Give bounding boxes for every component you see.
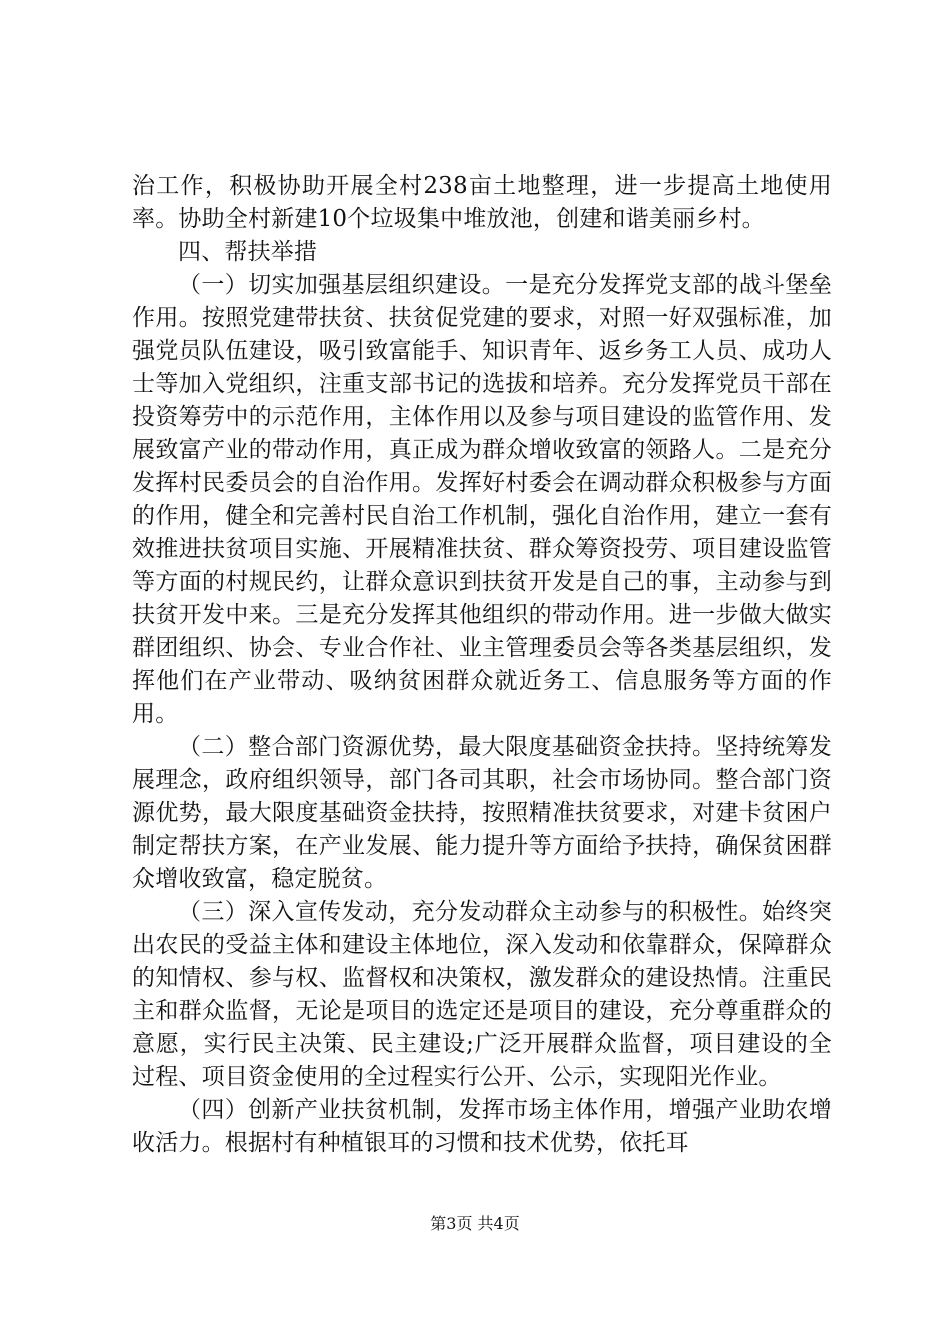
paragraph-item-2: （二）整合部门资源优势，最大限度基础资金扶持。坚持统筹发展理念，政府组织领导，部门各司其职，社会市场协同。整合部门资源优势，最大限度基础资金扶持，按照精准扶贫要求，对建卡贫困户制定帮扶方案，在产业发展、能力提升等方面给予扶持，确保贫困群众增收致富，稳定脱贫。 bbox=[132, 734, 832, 892]
section-heading: 四、帮扶举措 bbox=[178, 239, 318, 265]
paragraph-continuation: 治工作，积极协助开展全村238亩土地整理，进一步提高土地使用率。协助全村新建10个垃圾集中堆放池，创建和谐美丽乡村。 bbox=[132, 173, 832, 232]
paragraph-item-1: （一）切实加强基层组织建设。一是充分发挥党支部的战斗堡垒作用。按照党建带扶贫、扶贫促党建的要求，对照一好双强标准，加强党员队伍建设，吸引致富能手、知识青年、返乡务工人员、成功人士等加入党组织，注重支部书记的选拔和培养。充分发挥党员干部在投资筹劳中的示范作用，主体作用以及参与项目建设的监管作用、发展致富产业的带动作用，真正成为群众增收致富的领路人。二是充分发挥村民委员会的自治作用。发挥好村委会在调动群众积极参与方面的作用，健全和完善村民自治工作机制，强化自治作用，建立一套有效推进扶贫项目实施、开展精准扶贫、群众筹资投劳、项目建设监管等方面的村规民约，让群众意识到扶贫开发是自己的事，主动参与到扶贫开发中来。三是充分发挥其他组织的带动作用。进一步做大做实群团组织、协会、专业合作社、业主管理委员会等各类基层组织，发挥他们在产业带动、吸纳贫困群众就近务工、信息服务等方面的作用。 bbox=[132, 272, 832, 727]
paragraph-item-3: （三）深入宣传发动，充分发动群众主动参与的积极性。始终突出农民的受益主体和建设主体地位，深入发动和依靠群众，保障群众的知情权、参与权、监督权和决策权，激发群众的建设热情。注重民主和群众监督，无论是项目的选定还是项目的建设，充分尊重群众的意愿，实行民主决策、民主建设;广泛开展群众监督，项目建设的全过程、项目资金使用的全过程实行公开、公示，实现阳光作业。 bbox=[132, 899, 832, 1090]
page-footer: 第3页 共4页 bbox=[430, 1214, 520, 1233]
paragraph-item-4: （四）创新产业扶贫机制，发挥市场主体作用，增强产业助农增收活力。根据村有种植银耳的习惯和技术优势，依托耳 bbox=[132, 1097, 832, 1156]
document-body bbox=[132, 170, 832, 1160]
